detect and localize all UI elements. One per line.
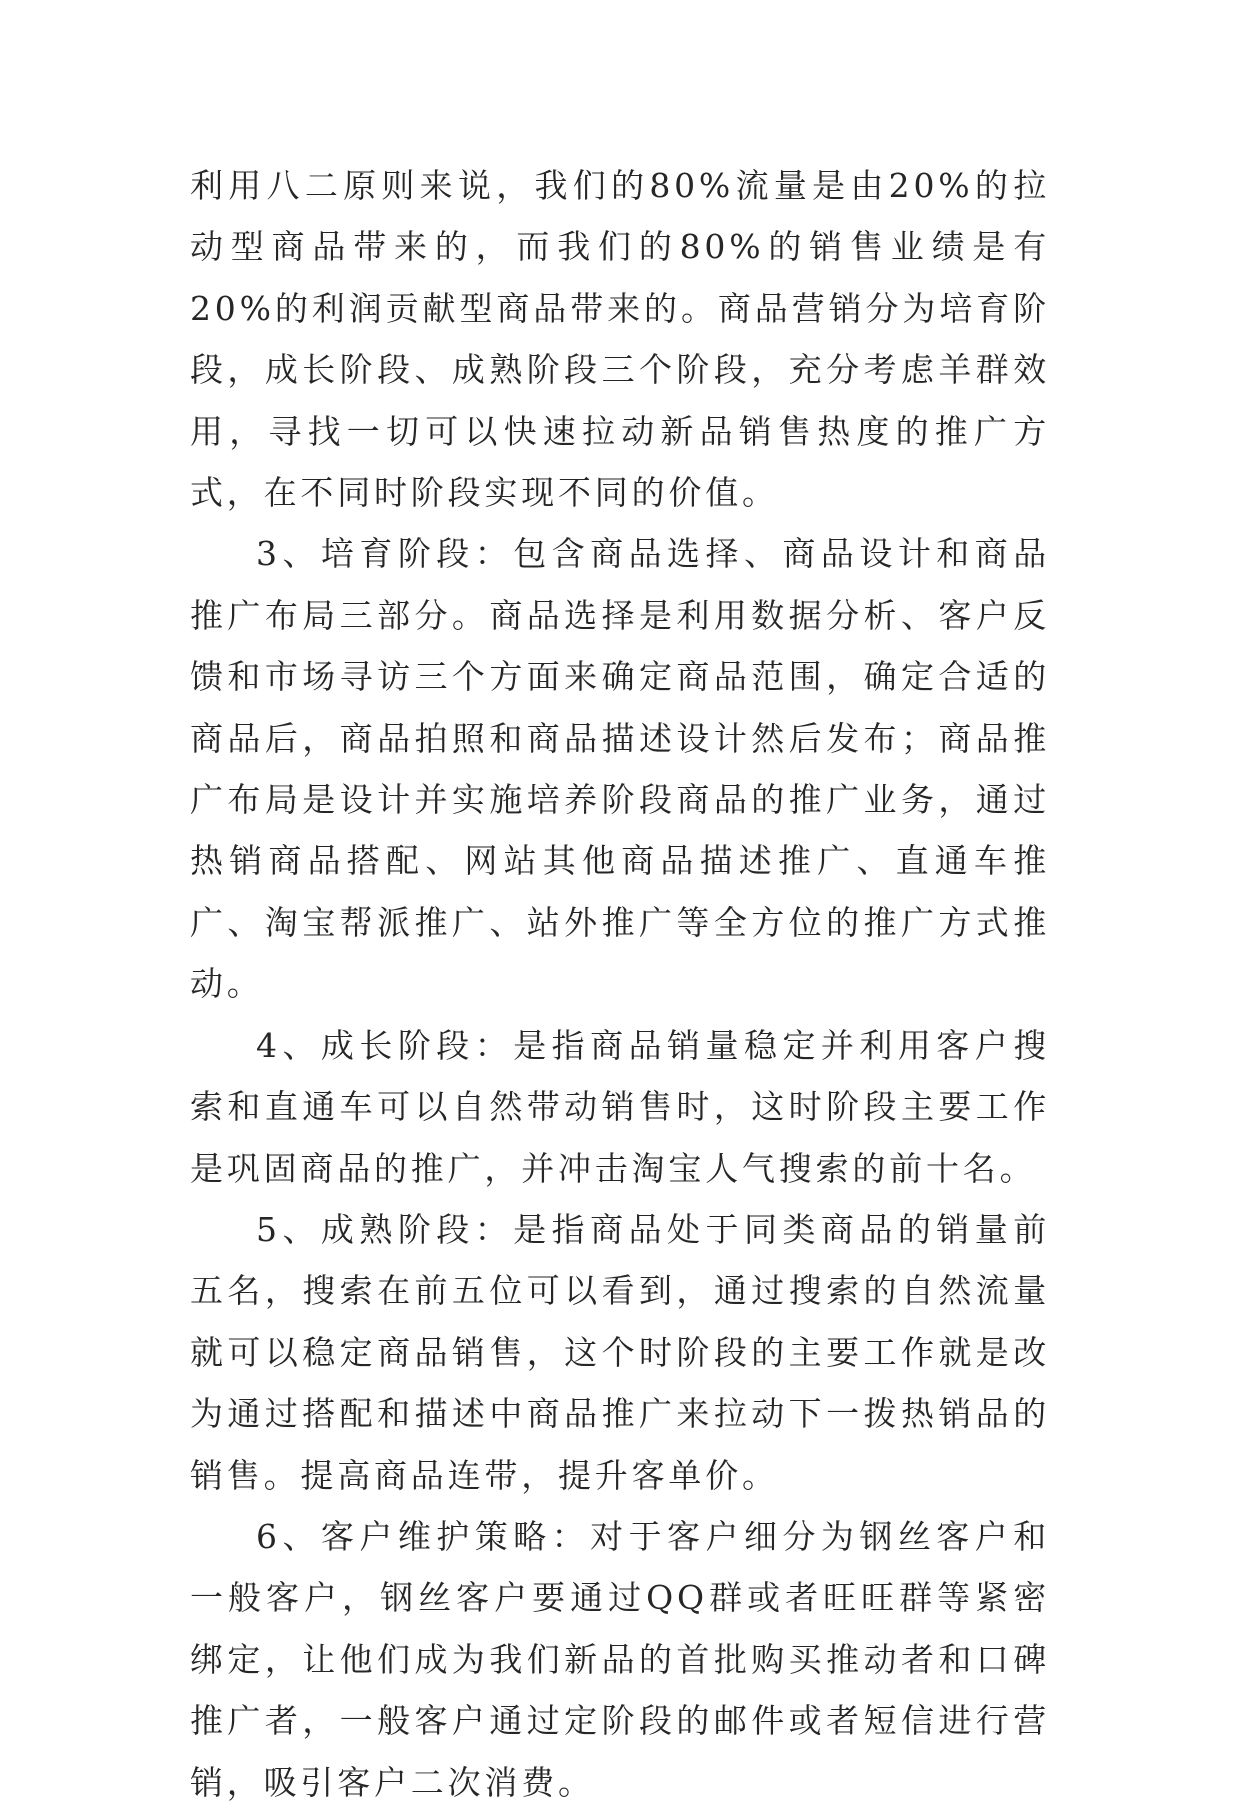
paragraph-1: 利用八二原则来说，我们的80%流量是由20%的拉动型商品带来的，而我们的80%的销售业绩是有20%的利润贡献型商品带来的。商品营销分为培育阶段，成长阶段、成熟阶段三个阶段，充分考虑羊群效用，寻找一切可以快速拉动新品销售热度的推广方式，在不同时阶段实现不同的价值。 [190,166,1050,513]
paragraph-3: 4、成长阶段：是指商品销量稳定并利用客户搜索和直通车可以自然带动销售时，这时阶段主要工作是巩固商品的推广，并冲击淘宝人气搜索的前十名。 [190,1025,1050,1188]
paragraph-2: 3、培育阶段：包含商品选择、商品设计和商品推广布局三部分。商品选择是利用数据分析、客户反馈和市场寻访三个方面来确定商品范围，确定合适的商品后，商品拍照和商品描述设计然后发布；商品推广布局是设计并实施培养阶段商品的推广业务，通过热销商品搭配、网站其他商品描述推广、直通车推广、淘宝帮派推广、站外推广等全方位的推广方式推动。 [190,534,1050,1004]
document-body [190,155,1050,1813]
paragraph-5: 6、客户维护策略：对于客户细分为钢丝客户和一般客户，钢丝客户要通过QQ群或者旺旺群等紧密绑定，让他们成为我们新品的首批购买推动者和口碑推广者，一般客户通过定阶段的邮件或者短信进行营销，吸引客户二次消费。 [190,1516,1050,1802]
paragraph-4: 5、成熟阶段：是指商品处于同类商品的销量前五名，搜索在前五位可以看到，通过搜索的自然流量就可以稳定商品销售，这个时阶段的主要工作就是改为通过搭配和描述中商品推广来拉动下一拨热销品的销售。提高商品连带，提升客单价。 [190,1209,1050,1495]
